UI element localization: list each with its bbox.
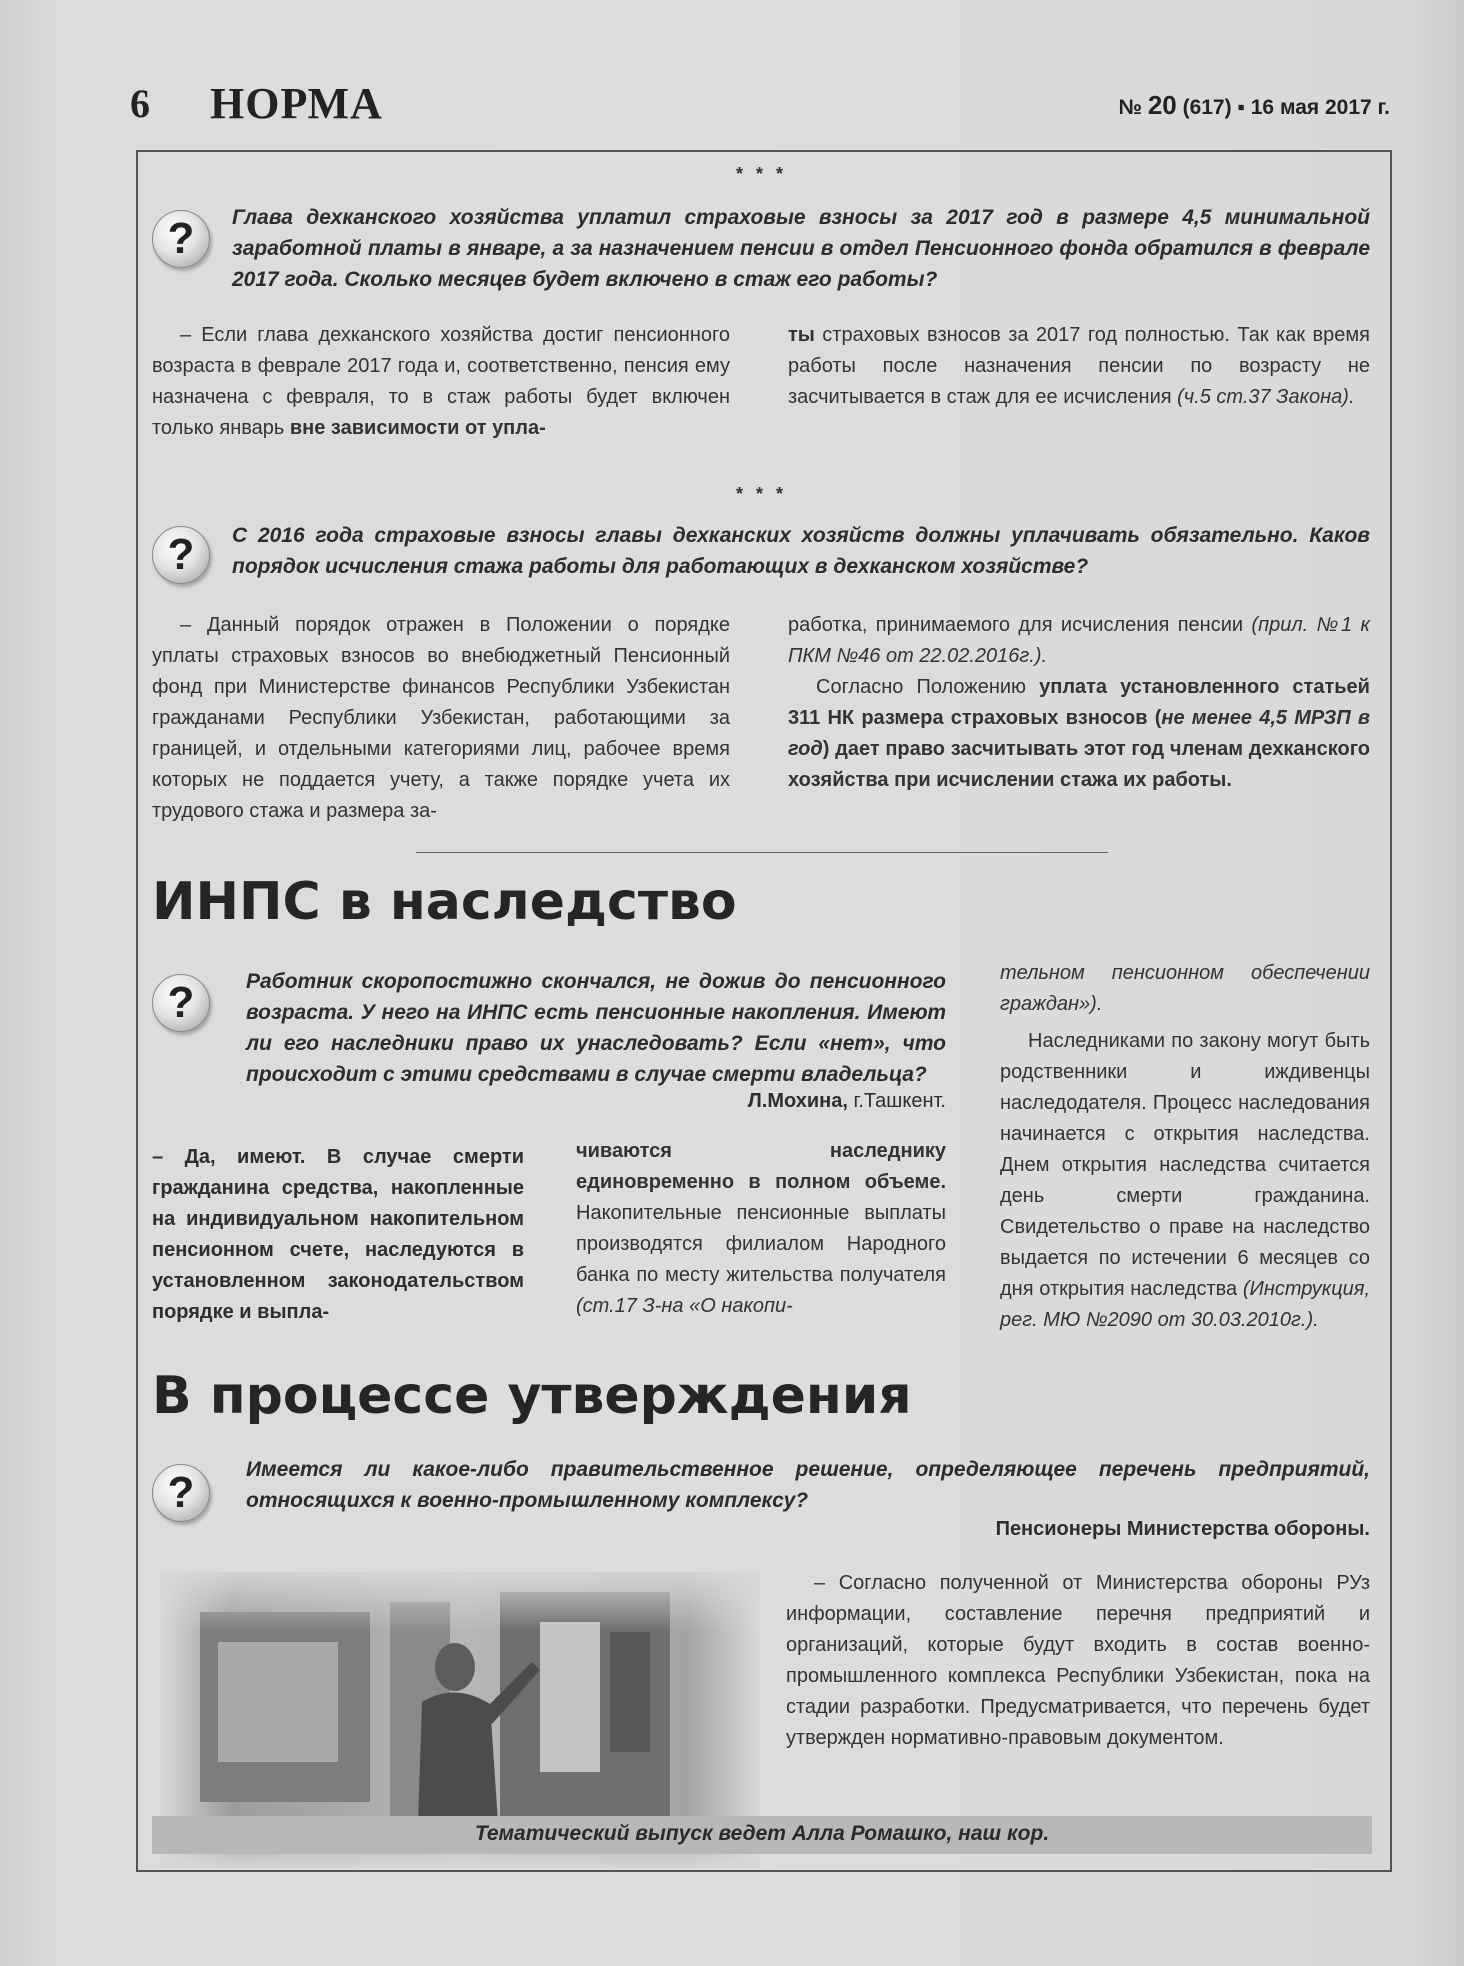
- question-mark-icon: ?: [152, 210, 210, 268]
- law-reference: (прил. №1 к ПКМ №46 от 22.02.2016г.).: [788, 614, 1370, 667]
- separator-stars: * * *: [736, 164, 788, 184]
- answer-column: [786, 1568, 1370, 1754]
- issue-date: 16 мая 2017 г.: [1250, 96, 1390, 119]
- answer-column-2: [788, 320, 1370, 413]
- issue-number: 20: [1147, 90, 1177, 120]
- answer-column-1: [152, 320, 730, 444]
- answer-text: – Согласно полученной от Министерства обороны РУз информации, составление перечня предприятий и организаций, которые будут входить в состав военно-промышленного комплекса Республики Узбекистан, пока на стадии разработки. Предусматривается, что перечень будет утвержден нормативно-правовым документом.: [786, 1572, 1370, 1749]
- footer-credit: Тематический выпуск ведет Алла Ромашко, наш кор.: [474, 1822, 1050, 1845]
- answer-bold-italic: не менее 4,5 МРЗП в год: [788, 707, 1371, 760]
- issue-prefix: №: [1118, 96, 1142, 119]
- answer-column-2: [576, 1136, 946, 1322]
- section-title: ИНПС в наследство: [152, 872, 737, 932]
- issue-info: [1119, 90, 1390, 121]
- signature-name: Пенсионеры Министерства обороны.: [995, 1518, 1370, 1540]
- law-reference: (ч.5 ст.37 Закона).: [1177, 386, 1355, 408]
- answer-column-1: [152, 610, 730, 827]
- question-signature: [760, 1518, 1370, 1541]
- question-mark-icon: ?: [152, 526, 210, 584]
- answer-text: работка, принимаемого для исчисления пенсии: [788, 614, 1252, 636]
- answer-bold: уплата установленного статьей 311 НК размера страховых взносов (: [788, 676, 1370, 729]
- separator-stars: * * *: [736, 484, 788, 504]
- question-mark-icon: ?: [152, 974, 210, 1032]
- issue-separator: ▪: [1237, 96, 1245, 119]
- question-text: Имеется ли какое-либо правительственное решение, определяющее перечень предприятий, относящихся к военно-промышленному комплексу?: [246, 1458, 1370, 1512]
- question-text: С 2016 года страховые взносы главы дехканских хозяйств должны уплачивать обязательно. Каков порядок исчисления стажа работы для работающих в дехканском хозяйстве?: [232, 524, 1370, 578]
- answer-text: страховых взносов за 2017 год полностью. Так как время работы после назначения пенсии по возрасту не засчитывается в стаж для ее исчисления: [788, 324, 1370, 408]
- answer-text: Согласно Положению: [816, 676, 1040, 698]
- answer-bold: ты: [788, 324, 815, 346]
- law-reference: тельном пенсионном обеспечении граждан»).: [1000, 962, 1370, 1015]
- answer-bold: ) дает право засчитывать этот год членам дехканского хозяйства при исчислении стажа их работы.: [788, 738, 1370, 791]
- answer-text: – Данный порядок отражен в Положении о порядке уплаты страховых взносов во внебюджетный Пенсионный фонд при Министерстве финансов Республики Узбекистан гражданами Республики Узбекистан, работающими за границей, и отдельными категориями лиц, рабочее время которых не поддается учету, а также порядке учета их трудового стажа и размера за-: [152, 614, 730, 822]
- question-signature: [600, 1090, 946, 1113]
- law-reference: (ст.17 З-на «О накопи-: [576, 1295, 793, 1317]
- answer-text: Наследниками по закону могут быть родственники и иждивенцы наследодателя. Процесс наследования начинается с открытия наследства. Днем открытия наследства считается день смерти гражданина. Свидетельство о праве на наследство выдается по истечении 6 месяцев со дня открытия наследства: [1000, 1030, 1370, 1300]
- signature-city: г.Ташкент.: [847, 1090, 946, 1112]
- signature-name: Л.Мохина,: [747, 1090, 848, 1112]
- section-title: В процессе утверждения: [152, 1366, 912, 1426]
- question-text: Работник скоропостижно скончался, не дожив до пенсионного возраста. У него на ИНПС есть пенсионные накопления. Имеют ли его наследники право их унаследовать? Если «нет», что происходит с этими средствами в случае смерти владельца?: [246, 970, 946, 1086]
- answer-text: Накопительные пенсионные выплаты производятся филиалом Народного банка по месту жительства получателя: [576, 1202, 946, 1286]
- answer-column-3: [1000, 958, 1370, 1336]
- answer-column-2: [788, 610, 1370, 796]
- answer-column-1: [152, 1142, 524, 1328]
- newspaper-title: НОРМА: [210, 79, 383, 128]
- law-reference: (Инструкция, рег. МЮ №2090 от 30.03.2010г.).: [1000, 1278, 1370, 1331]
- answer-text: – Если глава дехканского хозяйства достиг пенсионного возраста в феврале 2017 года и, соответственно, пенсия ему назначена с февраля, то в стаж работы будет включен только январь: [152, 324, 730, 439]
- issue-total: (617): [1182, 96, 1232, 119]
- answer-bold: вне зависимости от упла-: [289, 417, 546, 439]
- page-number: 6: [130, 81, 150, 126]
- answer-bold: чиваются наследнику единовременно в полном объеме.: [576, 1140, 946, 1193]
- question-mark-icon: ?: [152, 1464, 210, 1522]
- question-text: Глава дехканского хозяйства уплатил страховые взносы за 2017 год в размере 4,5 минимальной заработной платы в январе, а за назначением пенсии в отдел Пенсионного фонда обратился в феврале 2017 года. Сколько месяцев будет включено в стаж его работы?: [232, 206, 1370, 291]
- answer-bold: – Да, имеют. В случае смерти гражданина средства, накопленные на индивидуальном накопительном пенсионном счете, наследуются в установленном законодательством порядке и выпла-: [152, 1146, 524, 1323]
- masthead: [130, 72, 1390, 132]
- section-divider: [416, 852, 1108, 853]
- footer-credit-band: [152, 1816, 1372, 1854]
